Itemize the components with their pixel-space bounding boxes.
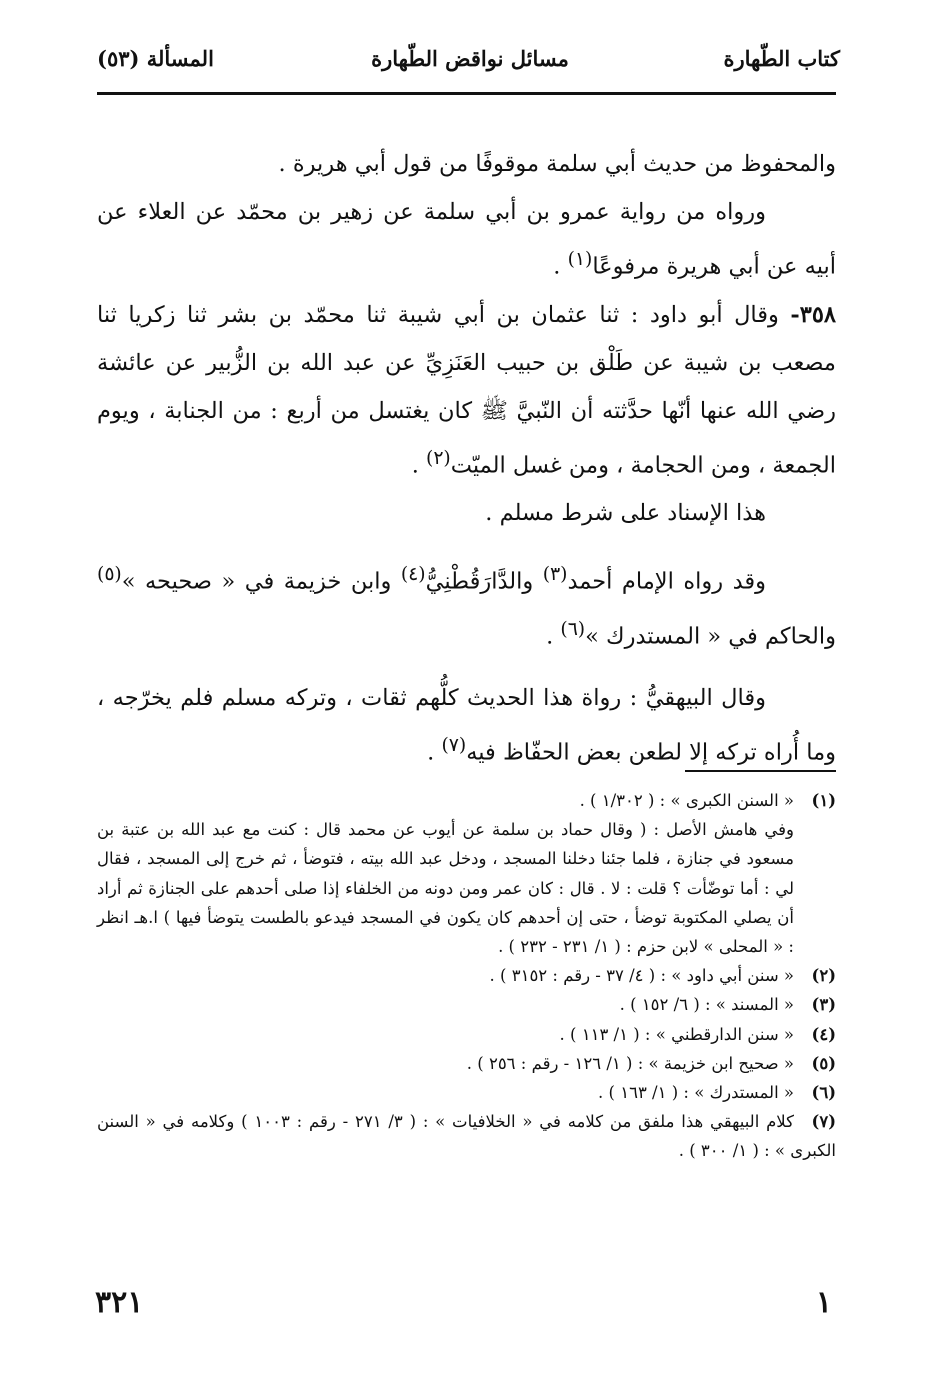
footnote-4: (٤)« سنن الدارقطني » : ( ١/ ١١٣ ) . [559,1024,836,1044]
footnote-ref-1[interactable]: (١) [567,249,593,270]
footnote-1: (١)« السنن الكبرى » : ( ١/٣٠٢ ) . [579,791,836,810]
hadith-number: ٣٥٨- [790,301,836,328]
footnote-2: (٢)« سنن أبي داود » : ( ٤/ ٣٧ - رقم : ٣١٥٢ ) . [489,966,836,986]
running-header-chapter: مسائل نواقض الطّهارة [371,46,569,71]
footnote-ref-3[interactable]: (٣) [542,564,568,585]
paragraph-1: والمحفوظ من حديث أبي سلمة موقوفًا من قول أبي هريرة . [278,151,836,177]
running-header-issue: المسألة (٥٣) [97,46,214,71]
footnote-5: (٥)« صحيح ابن خزيمة » : ( ١/ ١٢٦ - رقم : ٢٥٦ ) . [466,1053,836,1073]
footnotes [97,786,836,1166]
footnote-7: (٧)كلام البيهقي هذا ملفق من كلامه في « الخلافيات » : ( ٣/ ٢٧١ - رقم : ١٠٠٣ ) وكلامه في « السنن الكبرى » : ( ١/ ٣٠٠ ) . [97,1112,836,1161]
paragraph-5: وقد رواه الإمام أحمد$^{(٣)}$ والدَّارَقُطْنِيُّ$^{(٤)}$ وابن خزيمة في « صحيحه »$^{(٥)}$ والحاكم في « المستدرك »$^{(٦)}$ . [97,564,836,649]
page-number: ٣٢١ [95,1285,144,1320]
footnote-ref-5[interactable]: (٥) [97,564,122,585]
volume-number: ١ [815,1285,832,1320]
footnote-ref-2[interactable]: (٢) [426,447,451,469]
footnote-3: (٣)« المسند » : ( ٦/ ١٥٢ ) . [619,995,836,1015]
main-text [97,140,836,777]
paragraph-hadith-358: ٣٥٨- وقال أبو داود : ثنا عثمان بن أبي شيبة ثنا محمّد بن بشر ثنا زكريا ثنا مصعب بن شيبة عن طَلْق بن حبيب العَنَزِيِّ عن عبد الله بن الزُّبير عن عائشة رضي الله عنها أنّها حدَّثته أن النّبيَّ ﷺ كان يغتسل من أربع : من الجنابة ، ويوم الجمعة ، ومن الحجامة ، ومن غسل الميّت$^{(٢)}$ . [97,301,836,478]
header-rule [97,92,836,95]
footnote-ref-6[interactable]: (٦) [560,618,586,640]
footnote-6: (٦)« المستدرك » : ( ١/ ١٦٣ ) . [598,1083,836,1103]
footnote-ref-4[interactable]: (٤) [400,564,426,585]
paragraph-6: وقال البيهقيُّ : رواة هذا الحديث كلُّهم ثقات ، وتركه مسلم فلم يخرّجه ، وما أُراه تركه إلا لطعن بعض الحفّاظ فيه$^{(٧)}$ . [97,685,836,766]
paragraph-2: ورواه من رواية عمرو بن أبي سلمة عن زهير بن محمّد عن العلاء عن أبيه عن أبي هريرة مرفوعًا$^{(١)}$ . [97,199,836,280]
footnote-separator [685,770,836,772]
footnote-ref-7[interactable]: (٧) [441,735,467,756]
footnote-1-margin-note: وفي هامش الأصل : ( وقال حماد بن سلمة عن أيوب عن محمد قال : كنت مع عبد الله بن عتبة بن مسعود في جنازة ، فلما جئنا دخلنا المسجد ، ودخل عبد الله بيته ، فتوضأ ، ثم خرج إلى المسجد ، فقال لي : أما توضّأت ؟ قلت : لا . قال : كان عمر ومن دونه من الخلفاء إذا صلى أحدهم على الجنازة ثم أراد أن يصلي المكتوبة توضأ ، حتى إن أحدهم كان يكون في المسجد فيدعو بالطست يتوضأ فيها ) ا.هـ انظر : « المحلى » لابن حزم : ( ١/ ٢٣١ - ٢٣٢ ) . [97,820,794,957]
paragraph-4: هذا الإسناد على شرط مسلم . [485,500,766,526]
running-header-book: كتاب الطّهارة [723,46,840,71]
